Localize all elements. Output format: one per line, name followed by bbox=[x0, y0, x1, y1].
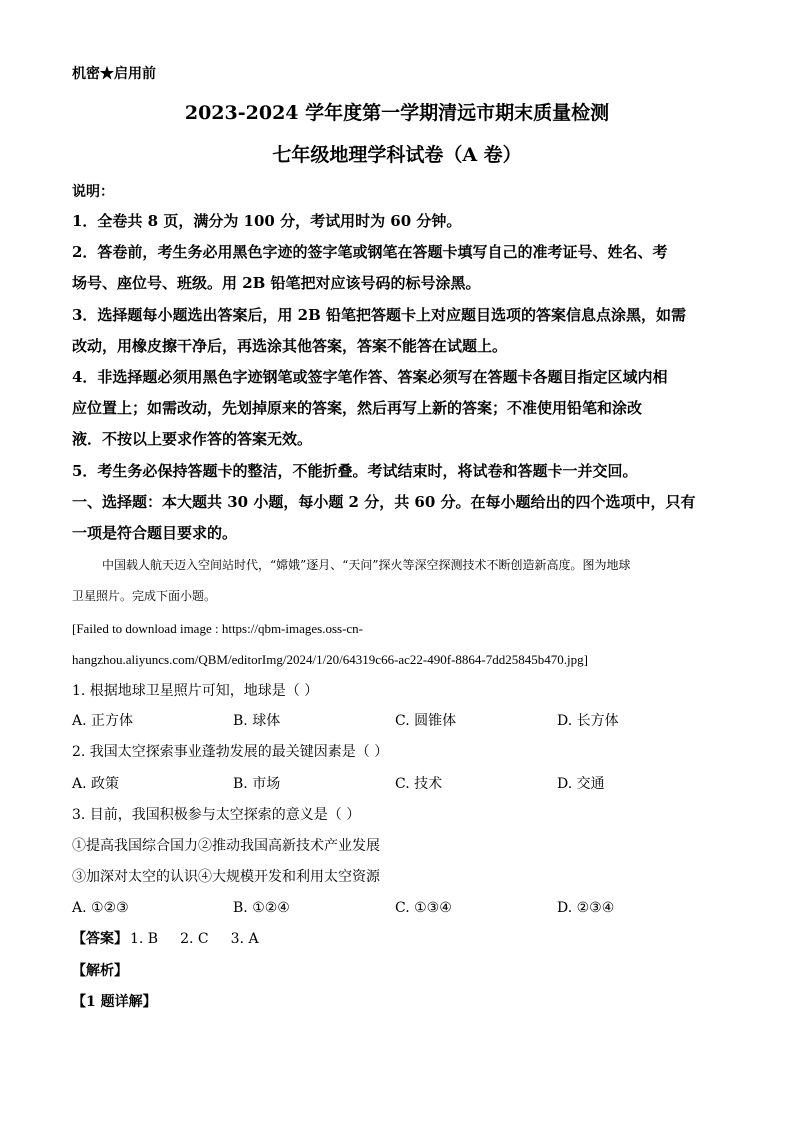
statement-line: ③加深对太空的认识④大规模开发和利用太空资源 bbox=[72, 869, 380, 885]
option-b[interactable]: B. 球体 bbox=[233, 713, 281, 729]
exam-subtitle: 七年级地理学科试卷（A 卷） bbox=[272, 144, 522, 166]
option-d[interactable]: D. ②③④ bbox=[557, 900, 615, 916]
option-a[interactable]: A. 政策 bbox=[72, 776, 120, 792]
option-d[interactable]: D. 交通 bbox=[557, 776, 605, 792]
instruction-line: 场号、座位号、班级。用 2B 铅笔把对应该号码的标号涂黑。 bbox=[72, 274, 481, 292]
statement-line: ①提高我国综合国力②推动我国高新技术产业发展 bbox=[72, 838, 380, 854]
instruction-line: 4．非选择题必须用黑色字迹钢笔或签字笔作答、答案必须写在答题卡各题目指定区域内相 bbox=[72, 368, 668, 386]
image-load-error-cont: hangzhou.aliyuncs.com/QBM/editorImg/2024/1/20/64319c66-ac22-490f-8864-7dd25845b470.jpg] bbox=[72, 652, 588, 667]
exam-title: 2023-2024 学年度第一学期清远市期末质量检测 bbox=[184, 102, 610, 124]
instruction-line: 1．全卷共 8 页，满分为 100 分，考试用时为 60 分钟。 bbox=[72, 212, 462, 230]
instruction-line: 5．考生务必保持答题卡的整洁，不能折叠。考试结束时，将试卷和答题卡一并交回。 bbox=[72, 462, 638, 480]
option-b[interactable]: B. 市场 bbox=[233, 776, 281, 792]
option-c[interactable]: C. 技术 bbox=[395, 776, 443, 792]
answer-label: 【答案】 bbox=[72, 931, 128, 947]
section-heading-cont: 一项是符合题目要求的。 bbox=[72, 524, 238, 542]
analysis-label: 【解析】 bbox=[72, 963, 128, 979]
analysis-detail-heading: 【1 题详解】 bbox=[72, 994, 157, 1010]
question-stem: 1. 根据地球卫星照片可知，地球是（ ） bbox=[72, 683, 319, 699]
section-heading: 一、选择题：本大题共 30 小题，每小题 2 分，共 60 分。在每小题给出的四个选项中，只有 bbox=[72, 493, 696, 511]
question-stem: 2. 我国太空探索事业蓬勃发展的最关键因素是（ ） bbox=[72, 744, 389, 760]
instruction-line: 改动，用橡皮擦干净后，再选涂其他答案，答案不能答在试题上。 bbox=[72, 337, 508, 355]
confidential-mark: 机密★启用前 bbox=[72, 66, 156, 82]
option-b[interactable]: B. ①②④ bbox=[233, 900, 290, 916]
option-a[interactable]: A. ①②③ bbox=[72, 900, 129, 916]
instructions-heading: 说明： bbox=[72, 184, 114, 200]
answer-line bbox=[72, 932, 281, 946]
option-c[interactable]: C. 圆锥体 bbox=[395, 713, 457, 729]
answer-item: 3. A bbox=[230, 931, 259, 947]
option-d[interactable]: D. 长方体 bbox=[557, 713, 619, 729]
answer-item: 1. B bbox=[130, 931, 159, 947]
passage-text: 中国载人航天迈入空间站时代，“嫦娥”逐月、“天问”探火等深空探测技术不断创造新高度。图为地球 bbox=[102, 558, 631, 572]
option-a[interactable]: A. 正方体 bbox=[72, 713, 134, 729]
passage-text-cont: 卫星照片。完成下面小题。 bbox=[72, 589, 217, 603]
answer-item: 2. C bbox=[180, 931, 209, 947]
instruction-line: 应位置上；如需改动，先划掉原来的答案，然后再写上新的答案；不准使用铅笔和涂改 bbox=[72, 399, 643, 417]
option-c[interactable]: C. ①③④ bbox=[395, 900, 452, 916]
instruction-line: 2．答卷前，考生务必用黑色字迹的签字笔或钢笔在答题卡填写自己的准考证号、姓名、考 bbox=[72, 243, 668, 261]
image-load-error: [Failed to download image : https://qbm-images.oss-cn- bbox=[72, 621, 364, 636]
instruction-line: 3．选择题每小题选出答案后，用 2B 铅笔把答题卡上对应题目选项的答案信息点涂黑，如需 bbox=[72, 306, 687, 324]
instruction-line: 液．不按以上要求作答的答案无效。 bbox=[72, 430, 313, 448]
question-stem: 3. 目前，我国积极参与太空探索的意义是（ ） bbox=[72, 807, 361, 823]
